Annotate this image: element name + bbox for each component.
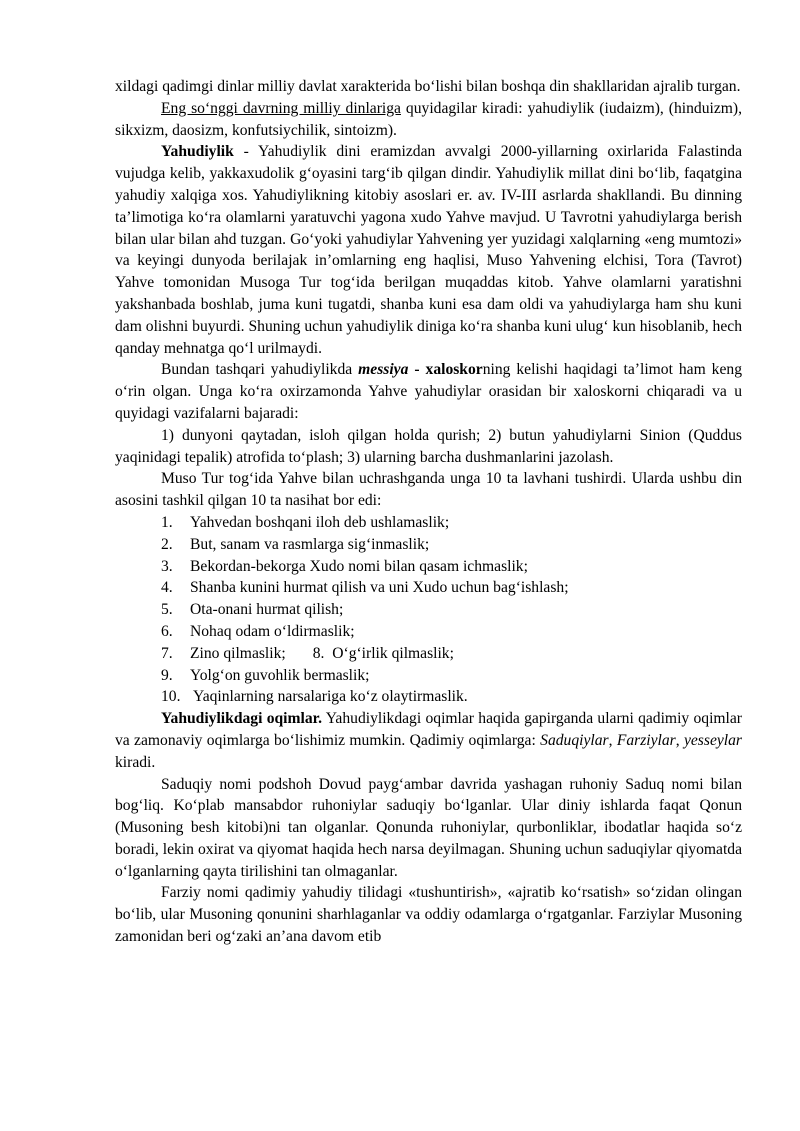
paragraph-text: - Yahudiylik dini eramizdan avvalgi 2000-yillarning oxirlarida Falastinda vujudga kelib, yakkaxudolik g‘oyasini targ‘ib qilgan dindir. Yahudiylik millat dini bo‘lib, faqatgina yahudiy xalqiga xos. Yahudiylikning kitobiy asoslari er. av. IV-III asrlarda shakllandi. Bu dinning ta’limotiga ko‘ra olamlarni yaratuvchi yagona xudo Yahve mavjud. U Tavrotni yahudiylarga berish bilan ular bilan ahd tuzgan. Go‘yoki yahudiylar Yahvening yer yuzidagi xalqlarning «eng mumtozi» va keyingi dunyoda berilajak in’omlarning eng haqlisi, Muso Yahvening elchisi, Tora (Tavrot) Yahve tomonidan Musoga Tur tog‘ida berilgan muqaddas kitob. Yahve olamlarni yaratishni yakshanbada boshlab, juma kuni tugatdi, shanba kuni esa dam oldi va yahudiylarga ham shu kuni dam olishni buyurdi. Shuning uchun yahudiylik diniga ko‘ra shanba kuni ulug‘ kun hisoblanib, hech qanday mehnatga qo‘l urilmaydi. [115,143,742,357]
list-item [115,534,742,556]
italic-term-yesseylar: yesseylar [683,731,742,749]
list-number: 2. [161,535,173,553]
list-text: O‘g‘irlik qilmaslik; [332,644,454,662]
paragraph-currents [115,708,742,773]
list-text: Shanba kunini hurmat qilish va uni Xudo uchun bag‘ishlash; [190,579,569,597]
list-number: 9. [161,666,173,684]
list-item [115,643,742,665]
list-text: Nohaq odam o‘ldirmaslik; [190,622,355,640]
list-text: Yolg‘on guvohlik bermaslik; [190,666,370,684]
list-text: Bekordan-bekorga Xudo nomi bilan qasam ichmaslik; [190,557,528,575]
paragraph-sadducees: Saduqiy nomi podshoh Dovud payg‘ambar davrida yashagan ruhoniy Saduq nomi bilan bog‘liq. Ko‘plab mansabdor ruhoniylar saduqiy bo‘lganlar. Ular diniy ishlarda faqat Qonun (Musoning besh kitobi)ni tan olganlar. Qonunda ruhoniylar, qurbonliklar, ibodatlar haqida so‘z boradi, lekin oxirat va qiyomat haqida hech narsa deyilmagan. Shuning uchun saduqiylar qiyomatda o‘lganlarning qayta tirilishini tan olmaganlar. [115,775,742,880]
bold-italic-term-messiya: messiya [358,361,409,379]
list-item [115,665,742,687]
list-number: 1. [161,513,173,531]
list-item [115,686,742,708]
commandments-list [115,512,742,708]
bold-heading-currents: Yahudiylikdagi oqimlar. [161,710,323,728]
list-text: Yaqinlarning narsalariga ko‘z olaytirmaslik. [193,688,468,706]
paragraph-text: ning kelishi haqidagi ta’limot ham keng o‘rin olgan. Unga ko‘ra oxirzamonda Yahve yahudiylar orasidan bir xaloskorni chiqaradi va u quyidagi vazifalarni bajaradi: [115,361,742,422]
paragraph-national-religions [115,98,742,142]
italic-term-farziylar: Farziylar [616,731,676,749]
paragraph-tasks: 1) dunyoni qaytadan, isloh qilgan holda qurish; 2) butun yahudiylarni Sinion (Quddus yaqinidagi tepalik) atrofida to‘plash; 3) ularning barcha dushmanlarini jazolash. [115,426,742,466]
list-item [115,621,742,643]
paragraph-judaism [115,141,742,359]
italic-term-saduqiylar: Saduqiylar [540,731,609,749]
list-item [115,577,742,599]
paragraph-text: kiradi. [115,753,156,771]
underlined-heading: Eng so‘nggi davrning milliy dinlariga [161,99,401,117]
paragraph-text: quyidagilar kiradi: yahudiylik (iudaizm), (hinduizm), sikxizm, daosizm, konfutsiychilik, sintoizm). [115,99,742,139]
bold-term-judaism: Yahudiylik [161,143,234,161]
list-number: 10. [161,688,181,706]
list-item [115,599,742,621]
comma: , [675,731,684,749]
list-number: 3. [161,557,173,575]
list-number: 6. [161,622,173,640]
bold-term-xaloskor: xaloskor [425,361,483,379]
list-text: Yahvedan boshqani iloh deb ushlamaslik; [190,513,450,531]
list-text: Ota-onani hurmat qilish; [190,601,344,619]
paragraph-tablets: Muso Tur tog‘ida Yahve bilan uchrashganda unga 10 ta lavhani tushirdi. Ularda ushbu din asosini tashkil qilgan 10 ta nasihat bor edi: [115,470,742,510]
list-number: 5. [161,601,173,619]
list-text: But, sanam va rasmlarga sig‘inmaslik; [190,535,430,553]
dash: - [408,361,426,379]
paragraph-text: Bundan tashqari yahudiylikda [161,361,359,379]
list-number: 7. [161,644,173,662]
comma: , [608,731,617,749]
list-item [115,556,742,578]
paragraph-pharisees: Farziy nomi qadimiy yahudiy tilidagi «tushuntirish», «ajratib ko‘rsatish» so‘zidan olingan bo‘lib, ular Musoning qonunini sharhlaganlar va oddiy odamlarga o‘rgatganlar. Farziylar Musoning zamonidan beri og‘zaki an’ana davom etib [115,884,742,946]
paragraph-text: Yahudiylikdagi oqimlar haqida gapirganda ularni qadimiy oqimlar va zamonaviy oqimlarga bo‘lishimiz mumkin. Qadimiy oqimlarga: [115,710,742,749]
paragraph-messiah [115,359,742,424]
list-text: Zino qilmaslik; [190,644,286,662]
list-number: 8. [312,644,325,662]
paragraph-intro-continuation: xildagi qadimgi dinlar milliy davlat xarakterida bo‘lishi bilan boshqa din shakllaridan ajralib turgan. [115,78,741,95]
list-item [115,512,742,534]
document-page [115,76,742,948]
list-number: 4. [161,579,173,597]
